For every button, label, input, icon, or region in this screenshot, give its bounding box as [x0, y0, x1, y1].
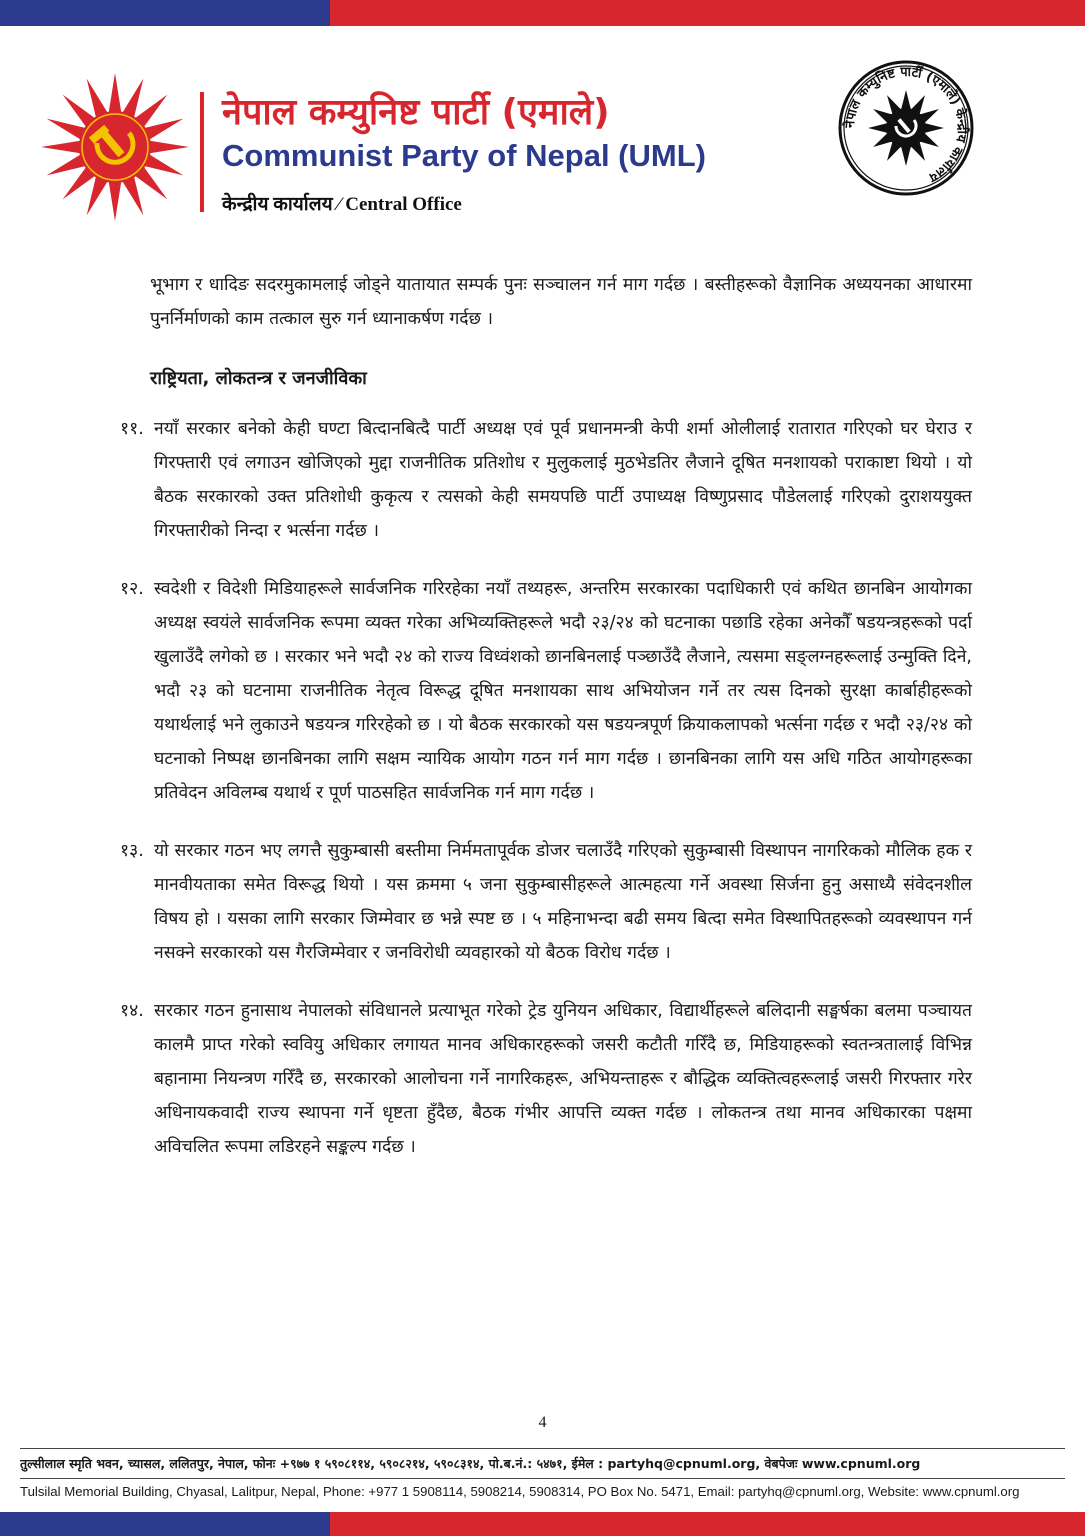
item-number: १४. — [120, 1001, 144, 1021]
item-number: १३. — [120, 841, 144, 861]
item-text: यो सरकार गठन भए लगत्तै सुकुम्बासी बस्तीमा निर्ममतापूर्वक डोजर चलाउँदै गरिएको सुकुम्बासी विस्थापन नागरिकको मौलिक हक र मानवीयताका समेत विरूद्ध थियो । यस क्रममा ५ जना सुकुम्बासीहरूले आत्महत्या गर्ने अवस्था सिर्जना हुनु असाध्यै संवेदनशील विषय हो । यसका लागि सरकार जिम्मेवार छ भन्ने स्पष्ट छ । ५ महिनाभन्दा बढी समय बित्दा समेत विस्थापितहरूको व्यवस्थापन गर्न नसक्ने सरकारको यस गैरजिम्मेवार र जनविरोधी व्यवहारको यो बैठक विरोध गर्दछ । — [154, 841, 972, 963]
item-number: ११. — [120, 419, 144, 439]
list-item — [120, 412, 972, 548]
item-text: स्वदेशी र विदेशी मिडियाहरूले सार्वजनिक गरिरहेका नयाँ तथ्यहरू, अन्तरिम सरकारका पदाधिकारी एवं कथित छानबिन आयोगका अध्यक्ष स्वयंले सार्वजनिक रूपमा व्यक्त गरेका अभिव्यक्तिहरूले भदौ २३/२४ को घटनाका पछाडि रहेका अनेकौँ षडयन्त्रहरूको पर्दा खुलाउँदै लगेको छ । सरकार भने भदौ २४ को राज्य विध्वंशको छानबिनलाई पञ्छाउँदै लैजाने, त्यसमा सङ्लग्नहरूलाई उन्मुक्ति दिने, भदौ २३ को घटनामा राजनीतिक नेतृत्व विरूद्ध दूषित मनशायका साथ अभियोजन गर्ने तर त्यस दिनको सुरक्षा कार्बाहीहरूको यथार्थलाई भने लुकाउने षडयन्त्र गरिरहेको छ । यो बैठक सरकारको यस षडयन्त्रपूर्ण क्रियाकलापको भर्त्सना गर्दछ र भदौ २३/२४ को घटनाको निष्पक्ष छानबिनका लागि सक्षम न्यायिक आयोग गठन गर्न माग गर्दछ । छानबिनका लागि यस अधि गठित आयोगहरूका प्रतिवेदन अविलम्ब यथार्थ र पूर्ण पाठसहित सार्वजनिक गर्न माग गर्दछ । — [154, 579, 972, 803]
document-body — [120, 268, 972, 1188]
top-color-bar — [0, 0, 1085, 26]
party-title-nepali: नेपाल कम्युनिष्ट पार्टी (एमाले) — [222, 92, 610, 133]
item-text: सरकार गठन हुनासाथ नेपालको संविधानले प्रत्याभूत गरेको ट्रेड युनियन अधिकार, विद्यार्थीहरूले बलिदानी सङ्घर्षका बलमा पञ्चायत कालमै प्राप्त गरेको स्ववियु अधिकार लगायत मानव अधिकारहरूको जसरी कटौती गरिँदै छ, मिडियाहरूको स्वतन्त्रतालाई विभिन्न बहानामा नियन्त्रण गरिँदै छ, सरकारको आलोचना गर्ने नागरिकहरू, अभियन्ताहरू र बौद्धिक व्यक्तित्वहरूलाई जसरी गिरफ्तार गरेर अधिनायकवादी राज्य स्थापना गर्ने धृष्टता हुँदैछ, बैठक गंभीर आपत्ति व्यक्त गर्दछ । लोकतन्त्र तथा मानव अधिकारका पक्षमा अविचलित रूपमा लडिरहने सङ्कल्प गर्दछ । — [154, 1001, 972, 1157]
party-title-english: Communist Party of Nepal (UML) — [222, 138, 706, 173]
section-heading: राष्ट्रियता, लोकतन्त्र र जनजीविका — [150, 368, 367, 389]
central-office-label: केन्द्रीय कार्यालय ⁄ Central Office — [222, 194, 462, 215]
footer-address-english: Tulsilal Memorial Building, Chyasal, Lalitpur, Nepal, Phone: +977 1 5908114, 5908214, 5908314, PO Box No. 5471, Email: partyhq@cpnuml.org, Website: www.cpnuml.org — [20, 1484, 1020, 1499]
footer-divider — [20, 1478, 1065, 1479]
item-text: नयाँ सरकार बनेको केही घण्टा बित्दानबित्दै पार्टी अध्यक्ष एवं पूर्व प्रधानमन्त्री केपी शर्मा ओलीलाई रातारात गरिएको घर घेराउ र गिरफ्तारी एवं लगाउन खोजिएको मुद्दा राजनीतिक प्रतिशोध र मुलुकलाई मुठभेडतिर लैजाने दूषित मनशायको पराकाष्टा थियो । यो बैठक सरकारको उक्त प्रतिशोधी कुकृत्य र त्यसको केही समयपछि पार्टी उपाध्यक्ष विष्णुप्रसाद पौडेललाई गरिएको दुराशययुक्त गिरफ्तारीको निन्दा र भर्त्सना गर्दछ । — [154, 419, 972, 541]
bottom-color-bar — [0, 1512, 1085, 1536]
list-item — [120, 834, 972, 970]
continuation-paragraph: भूभाग र धादिङ सदरमुकामलाई जोड्ने यातायात सम्पर्क पुनः सञ्चालन गर्न माग गर्दछ । बस्तीहरूको वैज्ञानिक अध्ययनका आधारमा पुनर्निर्माणको काम तत्काल सुरु गर्न ध्यानाकर्षण गर्दछ । — [150, 275, 972, 329]
footer-divider — [20, 1448, 1065, 1449]
list-item — [120, 572, 972, 810]
item-number: १२. — [120, 579, 144, 599]
office-seal-icon — [836, 58, 976, 198]
list-item — [120, 994, 972, 1164]
header-divider — [200, 92, 204, 212]
party-star-logo-icon — [40, 72, 190, 222]
seal-text: नेपाल कम्युनिष्ट पार्टी (एमाले) केन्द्रीय कार्यालय — [842, 64, 970, 185]
footer-address-nepali: तुल्सीलाल स्मृति भवन, च्यासल, ललितपुर, नेपाल, फोनः +९७७ १ ५९०८११४, ५९०८२१४, ५९०८३१४, पो.ब.नं.: ५४७१, ईमेल : partyhq@cpnuml.org, वेबपेजः www.cpnuml.org — [20, 1456, 921, 1471]
page-number: 4 — [538, 1414, 547, 1431]
